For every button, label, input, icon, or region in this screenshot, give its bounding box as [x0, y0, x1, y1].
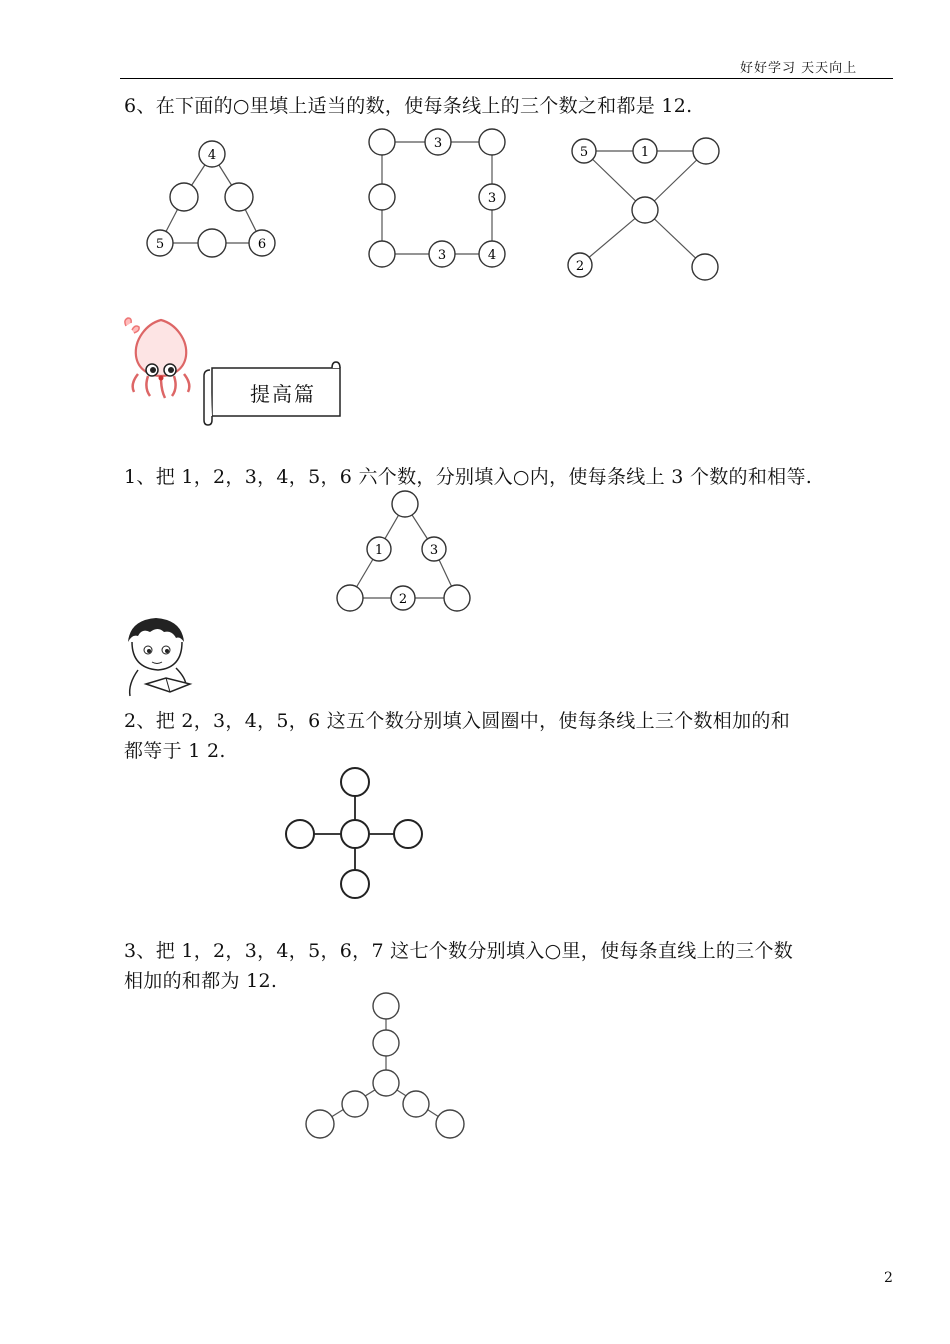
header-rule: [120, 78, 893, 79]
advanced-question-2-line1: 2、把 2，3，4，5，6 这五个数分别填入圆圈中，使每条线上三个数相加的和: [124, 710, 791, 732]
label-right-mid: 3: [487, 191, 497, 206]
label-bottom-mid: 2: [398, 592, 408, 607]
label-bottom-left: 5: [155, 237, 165, 252]
figure-x-q6: [562, 134, 732, 284]
advanced-question-2-line2: 都等于 1 2.: [124, 740, 226, 762]
circle-bottom-mid: [198, 229, 226, 257]
label-bottom-right: 6: [257, 237, 267, 252]
label-bottom-mid: 3: [437, 248, 447, 263]
label-top-left: 5: [579, 145, 589, 160]
figure-cross-advanced-2: [280, 762, 430, 908]
page-number: 2: [884, 1270, 893, 1286]
circle-left-mid: [170, 183, 198, 211]
advanced-question-3-line2: 相加的和都为 12.: [124, 970, 278, 992]
label-right-mid: 3: [429, 543, 439, 558]
label-bottom-left: 2: [575, 259, 585, 274]
figure-triangle-q6: [140, 138, 290, 268]
label-left-mid: 1: [374, 543, 384, 558]
label-bottom-right: 4: [487, 248, 497, 263]
section-title-advanced: 提高篇: [250, 382, 316, 406]
figure-triangle-advanced-1: [330, 488, 480, 616]
label-top-mid: 3: [433, 136, 443, 151]
advanced-question-3-line1: 3、把 1，2，3，4，5，6，7 这七个数分别填入○里，使每条直线上的三个数: [124, 940, 794, 962]
figure-y-advanced-3: [298, 988, 473, 1142]
boy-reading-icon: [118, 612, 198, 698]
squid-mascot-icon: [116, 312, 206, 404]
advanced-question-1-text: 1、把 1，2，3，4，5，6 六个数，分别填入○内，使每条线上 3 个数的和相等.: [124, 466, 813, 488]
figure-square-q6: [362, 124, 522, 274]
question-6-text: 6、在下面的○里填上适当的数，使每条线上的三个数之和都是 12.: [124, 95, 693, 117]
label-top-mid: 1: [640, 145, 650, 160]
page-header-motto: 好好学习 天天向上: [740, 61, 858, 76]
label-top: 4: [207, 148, 217, 163]
circle-right-mid: [225, 183, 253, 211]
